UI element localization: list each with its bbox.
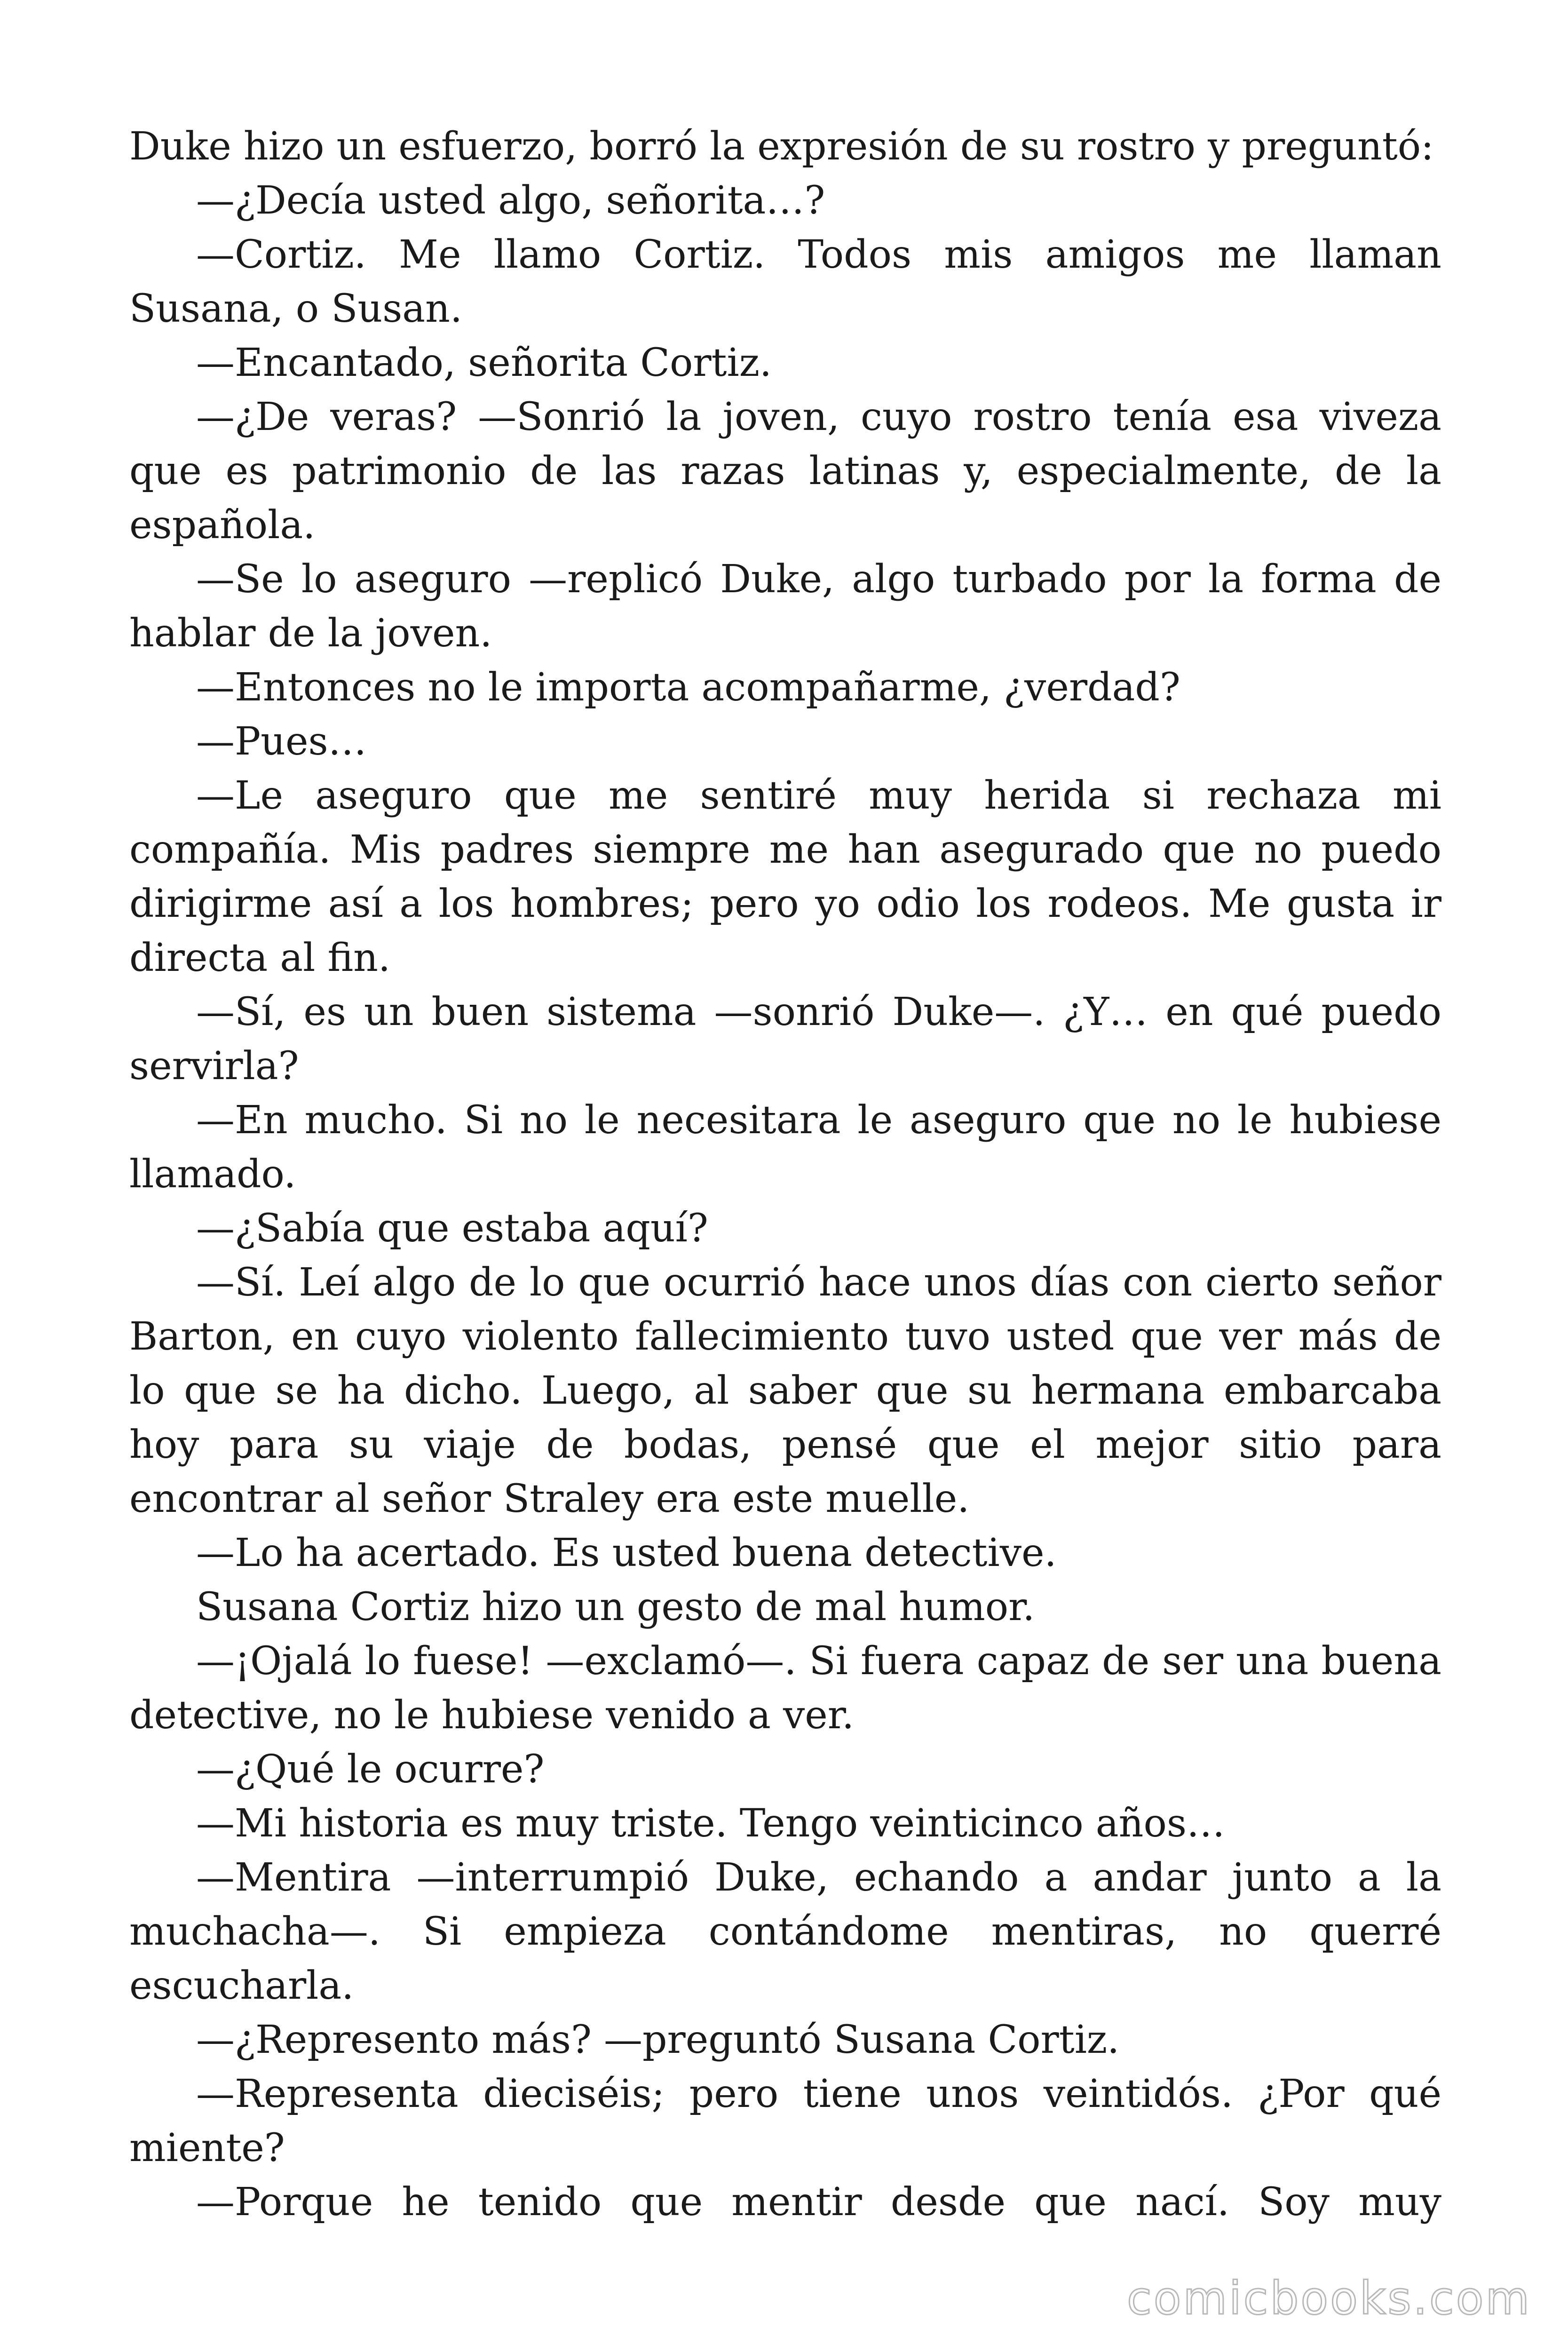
paragraph: —Sí. Leí algo de lo que ocurrió hace unos días con cierto señor Barton, en cuyo violento fallecimiento tuvo usted que ver más de lo que se ha dicho. Luego, al saber que su hermana embarcaba hoy para su viaje de bodas, pensé que el mejor sitio para encontrar al señor Straley era este muelle.	[129, 1260, 1441, 1521]
paragraph: —¿De veras? —Sonrió la joven, cuyo rostro tenía esa viveza que es patrimonio de las razas latinas y, especialmente, de la española.	[129, 395, 1441, 548]
paragraph: —Mentira —interrumpió Duke, echando a andar junto a la muchacha—. Si empieza contándome mentiras, no querré escucharla.	[129, 1855, 1441, 2008]
paragraph: —Lo ha acertado. Es usted buena detective.	[196, 1531, 1057, 1575]
paragraph: —Representa dieciséis; pero tiene unos veintidós. ¿Por qué miente?	[129, 2072, 1441, 2170]
paragraph: Duke hizo un esfuerzo, borró la expresión de su rostro y preguntó:	[129, 124, 1434, 169]
paragraph: —¿Qué le ocurre?	[196, 1747, 545, 1792]
paragraph: Susana Cortiz hizo un gesto de mal humor.	[196, 1585, 1035, 1629]
paragraph: —Cortiz. Me llamo Cortiz. Todos mis amigos me llaman Susana, o Susan.	[129, 232, 1441, 331]
paragraph: —¿Sabía que estaba aquí?	[196, 1206, 708, 1251]
paragraph: —¿Decía usted algo, señorita…?	[196, 178, 825, 223]
paragraph: —Mi historia es muy triste. Tengo veinticinco años…	[196, 1801, 1225, 1846]
paragraph: —En mucho. Si no le necesitara le aseguro que no le hubiese llamado.	[129, 1098, 1441, 1197]
paragraph: —¡Ojalá lo fuese! —exclamó—. Si fuera capaz de ser una buena detective, no le hubiese venido a ver.	[129, 1639, 1441, 1738]
page-text	[129, 119, 1441, 2229]
paragraph: —Se lo aseguro —replicó Duke, algo turbado por la forma de hablar de la joven.	[129, 557, 1441, 656]
watermark-logo: comicbooks.com	[1126, 2272, 1531, 2325]
paragraph: —Entonces no le importa acompañarme, ¿verdad?	[196, 665, 1180, 710]
paragraph: —Pues…	[196, 719, 367, 764]
paragraph: —Porque he tenido que mentir desde que nací. Soy muy	[196, 2180, 1441, 2225]
paragraph: —Sí, es un buen sistema —sonrió Duke—. ¿Y… en qué puedo servirla?	[129, 990, 1441, 1089]
paragraph: —¿Represento más? —preguntó Susana Cortiz.	[196, 2018, 1120, 2062]
paragraph: —Le aseguro que me sentiré muy herida si rechaza mi compañía. Mis padres siempre me han asegurado que no puedo dirigirme así a los hombres; pero yo odio los rodeos. Me gusta ir directa al fin.	[129, 773, 1441, 980]
paragraph: —Encantado, señorita Cortiz.	[196, 341, 772, 385]
